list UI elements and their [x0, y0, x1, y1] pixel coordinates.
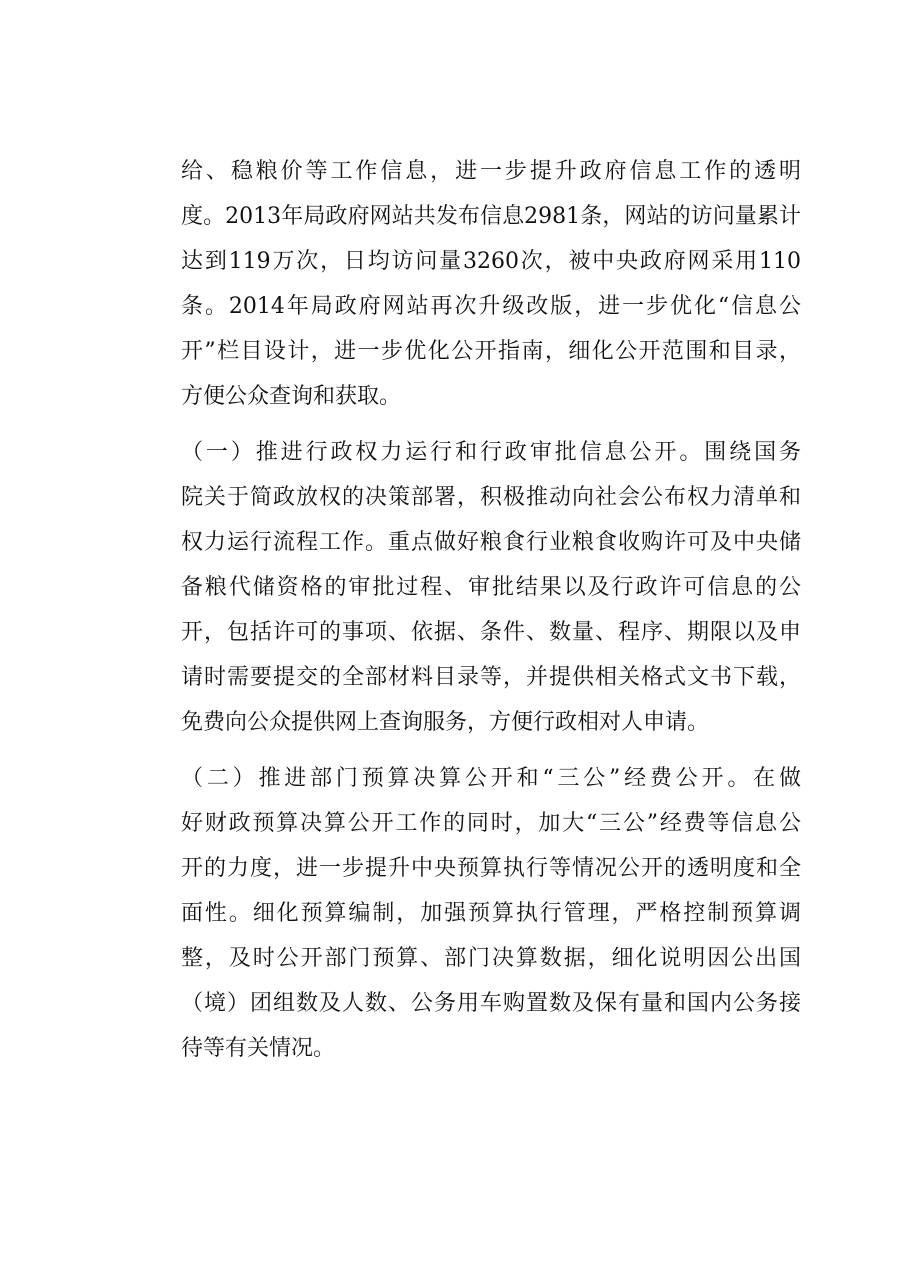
- paragraph-line: 开，包括许可的事项、依据、条件、数量、程序、期限以及申: [181, 620, 801, 645]
- paragraph-line: 免费向公众提供网上查询服务，方便行政相对人申请。: [181, 710, 710, 735]
- paragraph-line: 达到119万次，日均访问量3260次，被中央政府网采用110: [181, 249, 801, 274]
- section-heading-line: （二）推进部门预算决算公开和“三公”经费公开。在做: [181, 766, 801, 791]
- paragraph-line: 方便公众查询和获取。: [181, 384, 402, 409]
- paragraph-line: 开的力度，进一步提升中央预算执行等情况公开的透明度和全: [181, 856, 801, 881]
- paragraph-line: 度。2013年局政府网站共发布信息2981条，网站的访问量累计: [181, 204, 801, 229]
- section-heading-line: （一）推进行政权力运行和行政审批信息公开。围绕国务: [181, 440, 801, 465]
- paragraph-line: 条。2014年局政府网站再次升级改版，进一步优化“信息公: [181, 294, 801, 319]
- paragraph-line: 给、稳粮价等工作信息，进一步提升政府信息工作的透明: [181, 159, 801, 184]
- paragraph-line: 院关于简政放权的决策部署，积极推动向社会公布权力清单和: [181, 485, 801, 510]
- paragraph-line: 待等有关情况。: [181, 1036, 336, 1061]
- paragraph-line: 整，及时公开部门预算、部门决算数据，细化说明因公出国: [181, 946, 801, 971]
- paragraph-line: （境）团组数及人数、公务用车购置数及保有量和国内公务接: [181, 991, 801, 1016]
- paragraph-line: 请时需要提交的全部材料目录等，并提供相关格式文书下载，: [181, 665, 801, 690]
- paragraph-line: 权力运行流程工作。重点做好粮食行业粮食收购许可及中央储: [181, 530, 801, 555]
- paragraph-line: 开”栏目设计，进一步优化公开指南，细化公开范围和目录，: [181, 339, 801, 364]
- paragraph-line: 备粮代储资格的审批过程、审批结果以及行政许可信息的公: [181, 575, 801, 600]
- paragraph-line: 好财政预算决算公开工作的同时，加大“三公”经费等信息公: [181, 811, 801, 836]
- paragraph-line: 面性。细化预算编制，加强预算执行管理，严格控制预算调: [181, 901, 801, 926]
